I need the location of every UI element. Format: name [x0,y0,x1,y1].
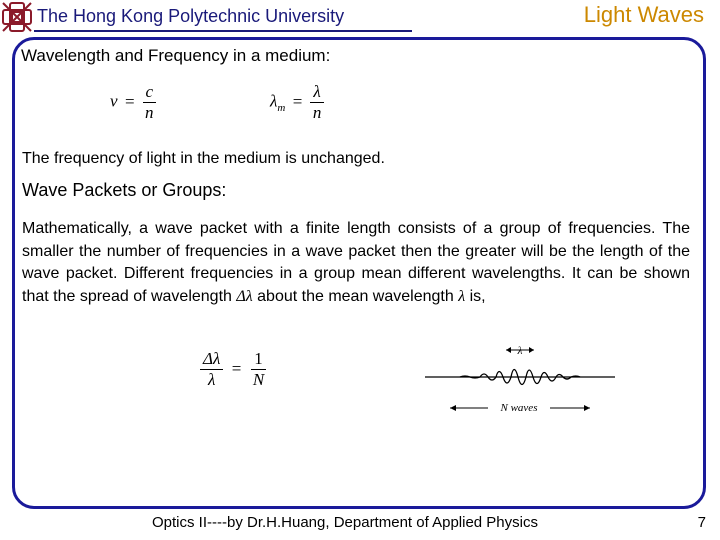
slide-topic: Light Waves [583,2,704,27]
footer-credit: Optics II----by Dr.H.Huang, Department of Applied Physics [152,514,538,531]
eq3-right-numerator: 1 [251,349,266,370]
header-underline [34,30,412,32]
equation-velocity [110,82,157,123]
eq3-left-fraction [200,349,223,390]
eq3-left-denominator: λ [207,370,216,389]
eq3-left-numerator: Δλ [200,349,223,370]
eq1-lhs: v [110,91,118,111]
eq3-right-fraction [250,349,267,390]
wave-packet-figure [420,340,620,420]
section-heading-wavelength: Wavelength and Frequency in a medium: [21,46,331,65]
eq2-denominator: n [312,103,322,122]
equation-wavelength [270,82,324,123]
figure-lambda-label: λ [517,345,523,357]
university-name: The Hong Kong Polytechnic University [37,6,345,26]
eq3-equals: = [231,358,242,378]
eq3-right-denominator: N [252,370,265,389]
paragraph-end-text: is, [469,287,486,305]
paragraph-main-text: Mathematically, a wave packet with a finite length consists of a group of frequencies. The smaller the number of frequencies in a wave packet then the greater will be the length of the wave packet. Different frequencies in a group mean different wavelengths. It can be shown that the spread of wavelength [22,220,690,305]
equation-spread [200,349,267,390]
lambda-symbol: λ [458,287,466,305]
figure-n-waves-label: N waves [500,402,538,414]
university-logo-icon [2,2,32,32]
frequency-statement: The frequency of light in the medium is unchanged. [22,150,385,167]
eq1-denominator: n [145,103,154,122]
page-number: 7 [697,514,706,531]
paragraph-mid-text: about the mean wavelength [257,287,454,305]
eq2-equals: = [292,91,303,111]
eq2-fraction [310,82,325,123]
delta-lambda-symbol: Δλ [236,287,253,305]
eq1-equals: = [125,91,135,111]
wave-packet-paragraph [22,218,690,308]
section-heading-wave-packets: Wave Packets or Groups: [22,180,227,200]
eq2-numerator: λ [310,82,323,103]
eq2-lhs: λ [270,91,278,111]
eq1-numerator: c [143,82,157,103]
eq2-subscript: m [277,101,286,114]
eq1-fraction [142,82,157,123]
